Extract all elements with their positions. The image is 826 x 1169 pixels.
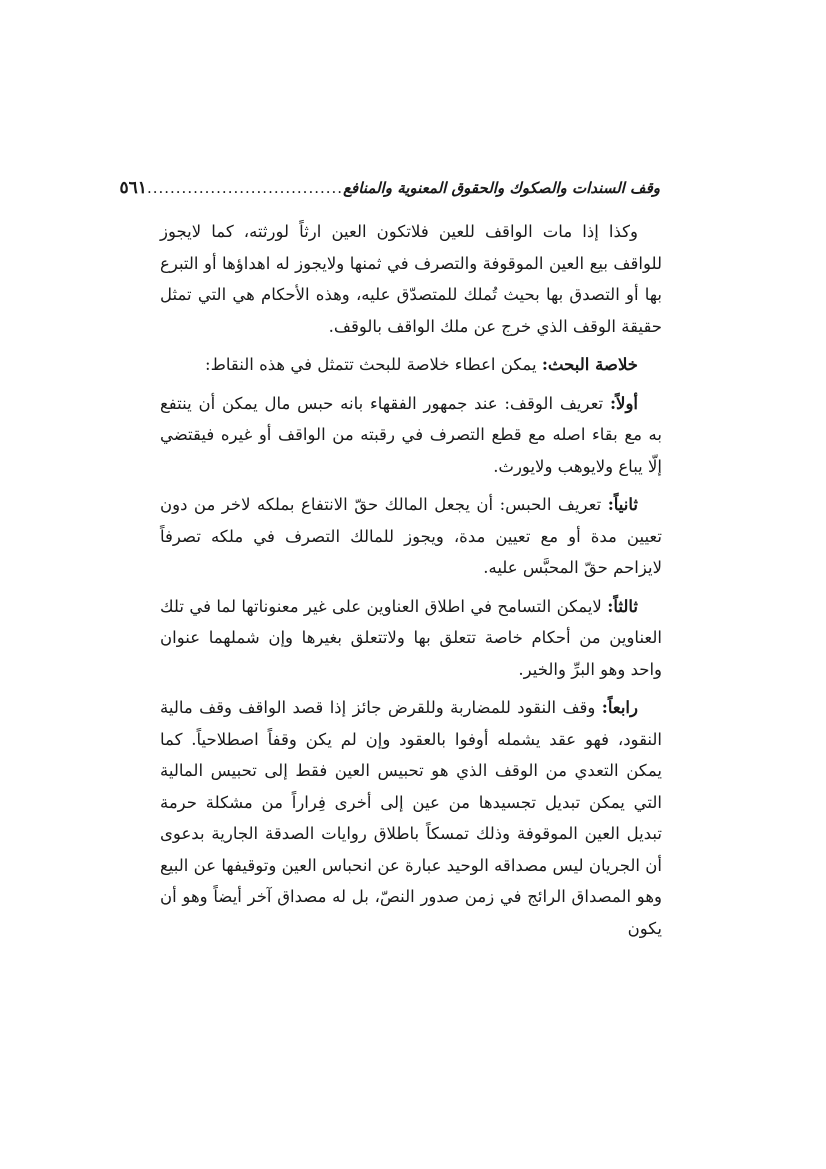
paragraph-text: تعريف الوقف: عند جمهور الفقهاء بانه حبس مال يمكن أن ينتفع به مع بقاء اصله مع قطع التصرف في رقبته من الواقف أو غيره فيقتضي إلّا يباع ولايوهب ولايورث. xyxy=(160,393,662,476)
paragraph-text: وكذا إذا مات الواقف للعين فلاتكون العين ارثاً لورثته، كما لايجوز للواقف بيع العين الموقوفة والتصرف في ثمنها ولايجوز له اهداؤها أو التبرع بها أو التصدق بها بحيث تُملك للمتصدّق عليه، وهذه الأحكام هي التي تمثل حقيقة الوقف الذي خرج عن ملك الواقف بالوقف. xyxy=(160,222,662,336)
point-second xyxy=(160,489,662,584)
paragraph-label: أولاً: xyxy=(609,393,638,413)
page-number: ٥٦١ xyxy=(119,178,147,198)
paragraph-label: ثالثاً: xyxy=(607,596,638,616)
point-first xyxy=(160,388,662,483)
paragraph-text: تعريف الحبس: أن يجعل المالك حقّ الانتفاع بملكه لاخر من دون تعيين مدة أو مع تعيين مدة، ويجوز للمالك التصرف في ملكه تصرفاً لايزاحم حقّ المحبَّس عليه. xyxy=(160,495,662,577)
paragraph-text: يمكن اعطاء خلاصة للبحث تتمثل في هذه النقاط: xyxy=(205,355,542,374)
paragraph-label: رابعاً: xyxy=(601,698,638,717)
paragraph xyxy=(160,216,662,342)
paragraph-text: لايمكن التسامح في اطلاق العناوين على غير معنوناتها لما في تلك العناوين من أحكام خاصة تتعلق بها ولاتتعلق بغيرها وإن شملهما عنوان واحد وهو البرِّ والخير. xyxy=(160,596,662,679)
running-header xyxy=(119,174,660,202)
paragraph-label: ثانياً: xyxy=(607,495,638,514)
header-dot-leader: .................................. xyxy=(146,179,344,197)
body-text xyxy=(160,216,662,951)
paragraph-label: خلاصة البحث: xyxy=(541,355,638,374)
paragraph-text: وقف النقود للمضاربة وللقرض جائز إذا قصد الواقف وقف مالية النقود، فهو عقد يشمله أوفوا بالعقود وإن لم يكن وقفاً اصطلاحياً. كما يمكن التعدي من الوقف الذي هو تحبيس العين فقط إلى تحبيس المالية التي يمكن تبديل تجسيدها من عين إلى أخرى فِراراً من مشكلة حرمة تبديل العين الموقوفة وذلك تمسكاً باطلاق روايات الصدقة الجارية بدعوى أن الجريان ليس مصداقه الوحيد عبارة عن انحباس العين وتوقيفها عن البيع وهو المصداق الرائج في زمن صدور النصّ، بل له مصداق آخر أيضاً وهو أن يكون xyxy=(160,698,662,938)
point-fourth xyxy=(160,692,662,944)
summary-heading-paragraph xyxy=(160,349,662,381)
point-third xyxy=(160,591,662,686)
header-title: وقف السندات والصكوك والحقوق المعنوية والمنافع xyxy=(343,179,660,197)
